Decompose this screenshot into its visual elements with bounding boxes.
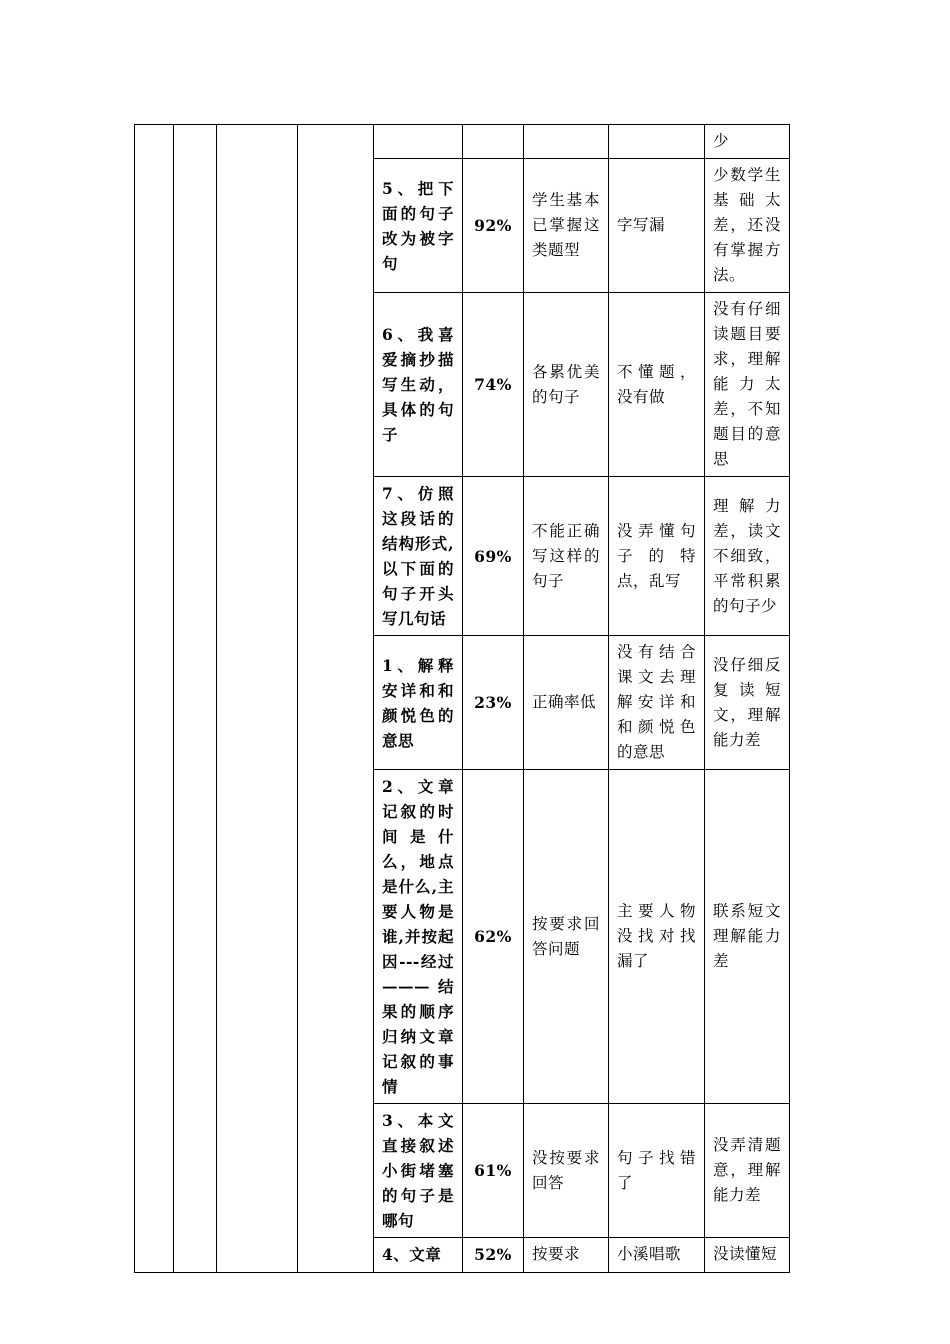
reason-cell: 少 (705, 125, 790, 159)
question-cell: 7、仿照这段话的结构形式,以下面的句子开头写几句话 (374, 477, 463, 636)
situation-cell: 按要求回答问题 (524, 770, 609, 1104)
error-cell: 小溪唱歌 (609, 1238, 705, 1273)
question-cell: 6、我喜爱摘抄描写生动，具体的句子 (374, 293, 463, 477)
question-cell: 4、文章 (374, 1238, 463, 1273)
situation-cell: 正确率低 (524, 636, 609, 770)
question-cell: 3、本文直接叙述小街堵塞的句子是哪句 (374, 1104, 463, 1238)
merged-column-2 (174, 125, 217, 1273)
accuracy-cell: 61% (463, 1104, 524, 1238)
error-cell: 不懂题，没有做 (609, 293, 705, 477)
reason-cell: 没读懂短 (705, 1238, 790, 1273)
error-cell: 主要人物没找对找漏了 (609, 770, 705, 1104)
question-cell: 2、文章记叙的时间是什么，地点是什么,主要人物是谁,并按起因---经过———结果的顺序归纳文章记叙的事情 (374, 770, 463, 1104)
merged-column-4 (298, 125, 374, 1273)
table-row (135, 125, 790, 159)
situation-cell: 没按要求回答 (524, 1104, 609, 1238)
accuracy-cell: 74% (463, 293, 524, 477)
accuracy-cell: 92% (463, 159, 524, 293)
question-cell: 5、把下面的句子改为被字句 (374, 159, 463, 293)
error-cell: 没弄懂句子的特点，乱写 (609, 477, 705, 636)
accuracy-cell (463, 125, 524, 159)
accuracy-cell: 23% (463, 636, 524, 770)
reason-cell: 联系短文理解能力差 (705, 770, 790, 1104)
accuracy-cell: 52% (463, 1238, 524, 1273)
situation-cell (524, 125, 609, 159)
error-cell: 句子找错了 (609, 1104, 705, 1238)
reason-cell: 没仔细反复读短文，理解能力差 (705, 636, 790, 770)
situation-cell: 按要求 (524, 1238, 609, 1273)
error-cell: 字写漏 (609, 159, 705, 293)
merged-column-3 (217, 125, 298, 1273)
question-cell: 1、解释安详和和颜悦色的意思 (374, 636, 463, 770)
question-cell (374, 125, 463, 159)
error-cell (609, 125, 705, 159)
error-cell: 没有结合课文去理解安详和和颜悦色的意思 (609, 636, 705, 770)
analysis-table (134, 124, 790, 1273)
accuracy-cell: 69% (463, 477, 524, 636)
situation-cell: 不能正确写这样的句子 (524, 477, 609, 636)
reason-cell: 没有仔细读题目要求，理解能力太差，不知题目的意思 (705, 293, 790, 477)
accuracy-cell: 62% (463, 770, 524, 1104)
situation-cell: 学生基本已掌握这类题型 (524, 159, 609, 293)
merged-column-1 (135, 125, 174, 1273)
reason-cell: 没弄清题意，理解能力差 (705, 1104, 790, 1238)
reason-cell: 少数学生基础太差，还没有掌握方法。 (705, 159, 790, 293)
situation-cell: 各累优美的句子 (524, 293, 609, 477)
reason-cell: 理解力差，读文不细致，平常积累的句子少 (705, 477, 790, 636)
